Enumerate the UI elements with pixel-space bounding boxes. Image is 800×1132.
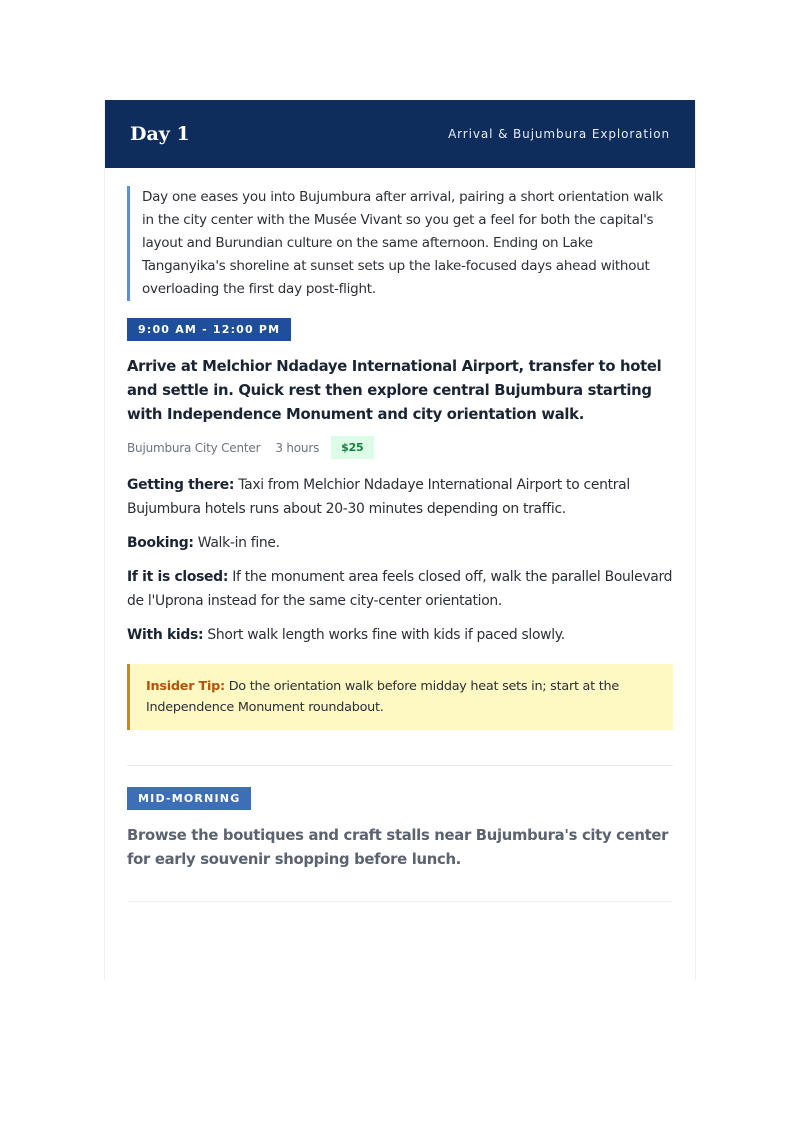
tip-label: Insider Tip:: [146, 679, 225, 694]
day-card: [104, 100, 696, 980]
activity-meta: [127, 436, 673, 459]
time-badge: 9:00 AM - 12:00 PM: [127, 318, 291, 341]
tip-text: Do the orientation walk before midday heat sets in; start at the Independence Monument roundabout.: [146, 679, 619, 715]
activity-title: Arrive at Melchior Ndadaye International Airport, transfer to hotel and settle in. Quick rest then explore central Bujumbura starting with Independence Monument and city orientation walk.: [127, 358, 662, 423]
day-header: [105, 100, 695, 168]
day-intro: Day one eases you into Bujumbura after arrival, pairing a short orientation walk in the city center with the Musée Vivant so you get a feel for both the capital's layout and Burundian culture on the same afternoon. Ending on Lake Tanganyika's shoreline at sunset sets up the lake-focused days ahead without overloading the first day post-flight.: [127, 186, 673, 301]
detail-text: Short walk length works fine with kids if paced slowly.: [207, 627, 565, 643]
detail-label: With kids:: [127, 627, 204, 643]
detail-text: Walk-in fine.: [197, 535, 280, 551]
detail-text: Taxi from Melchior Ndadaye International Airport to central Bujumbura hotels runs about 20-30 minutes depending on traffic.: [127, 477, 630, 517]
day-subtitle: Arrival & Bujumbura Exploration: [448, 127, 670, 141]
activity-1: [127, 301, 673, 730]
detail-text: If the monument area feels closed off, walk the parallel Boulevard de l'Uprona instead for the same city-center orientation.: [127, 569, 673, 609]
card-fade: [105, 900, 695, 980]
detail-with-kids: [127, 623, 673, 647]
detail-label: Booking:: [127, 535, 194, 551]
activity-location: Bujumbura City Center: [127, 440, 261, 455]
insider-tip: [127, 664, 673, 730]
detail-booking: [127, 531, 673, 555]
activity-2: [127, 766, 673, 872]
day-content: [105, 168, 695, 902]
time-badge: MID-MORNING: [127, 787, 251, 810]
detail-if-closed: [127, 565, 673, 613]
price-badge: $25: [331, 436, 373, 459]
day-title: Day 1: [130, 123, 190, 145]
detail-label: Getting there:: [127, 477, 235, 493]
activity-duration: 3 hours: [275, 440, 320, 455]
activity-title: Browse the boutiques and craft stalls near Bujumbura's city center for early souvenir shopping before lunch.: [127, 827, 669, 868]
detail-label: If it is closed:: [127, 569, 229, 585]
detail-getting-there: [127, 473, 673, 521]
